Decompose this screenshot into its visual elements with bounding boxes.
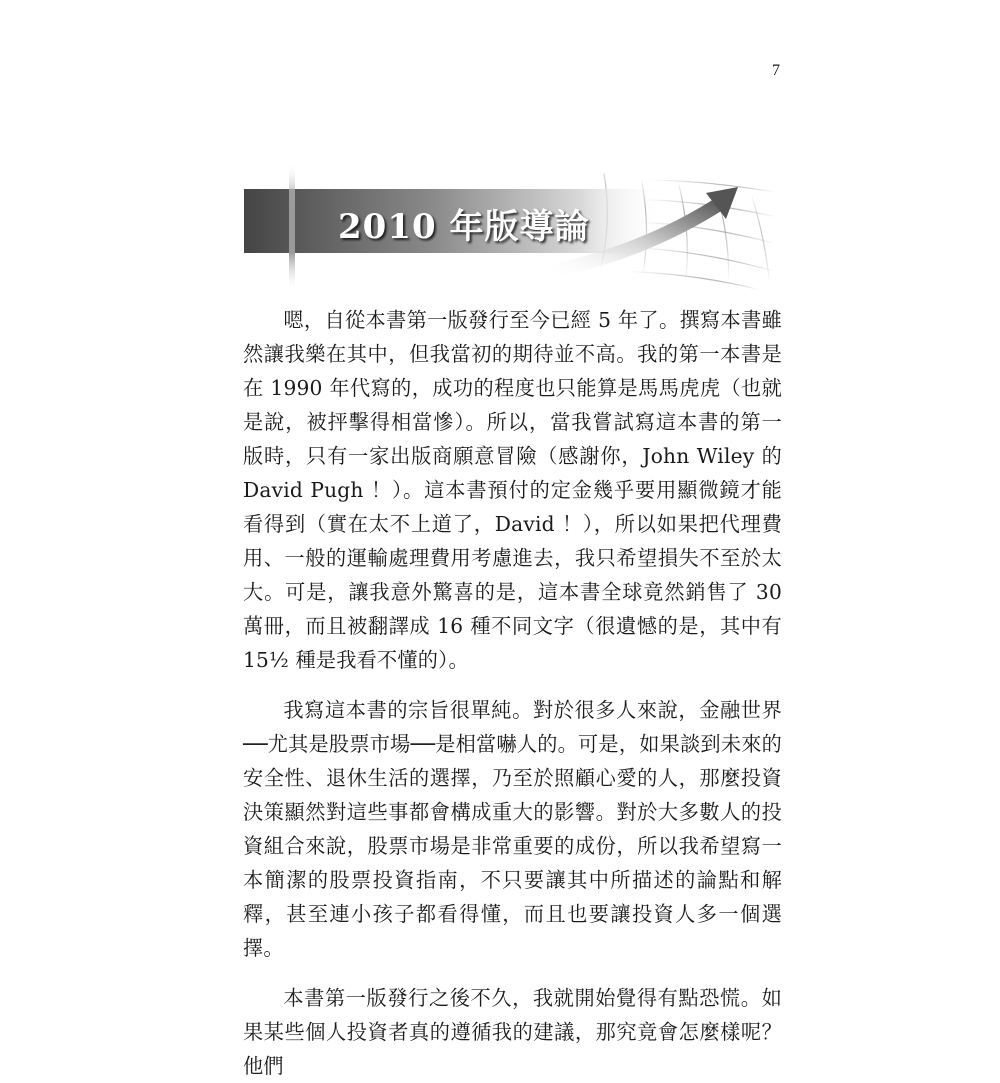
page-number: 7 xyxy=(772,62,780,79)
paragraph: 嗯，自從本書第一版發行至今已經 5 年了。撰寫本書雖然讓我樂在其中，但我當初的期待並不高。我的第一本書是在 1990 年代寫的，成功的程度也只能算是馬馬虎虎（也就是說，被抨擊得相當慘）。所以，當我嘗試寫這本書的第一版時，只有一家出版商願意冒險（感謝你，John Wiley 的 David Pugh ！）。這本書預付的定金幾乎要用顯微鏡才能看得到（實在太不上道了，David ！），所以如果把代理費用、一般的運輸處理費用考慮進去，我只希望損失不至於太大。可是，讓我意外驚喜的是，這本書全球竟然銷售了 30 萬冊，而且被翻譯成 16 種不同文字（很遺憾的是，其中有 15½ 種是我看不懂的）。 xyxy=(243,308,782,672)
paragraph: 我寫這本書的宗旨很單純。對於很多人來說，金融世界──尤其是股票市場──是相當嚇人的。可是，如果談到未來的安全性、退休生活的選擇，乃至於照顧心愛的人，那麼投資決策顯然對這些事都會構成重大的影響。對於大多數人的投資組合來說，股票市場是非常重要的成份，所以我希望寫一本簡潔的股票投資指南，不只要讓其中所描述的論點和解釋，甚至連小孩子都看得懂，而且也要讓投資人多一個選擇。 xyxy=(243,698,782,960)
body-text xyxy=(243,303,782,1083)
chapter-title: 2010 年版導論 xyxy=(338,207,590,247)
paragraph: 本書第一版發行之後不久，我就開始覺得有點恐慌。如果某些個人投資者真的遵循我的建議，那究竟會怎麼樣呢？他們 xyxy=(243,986,782,1078)
vertical-accent xyxy=(289,163,295,291)
chapter-banner xyxy=(244,163,780,291)
